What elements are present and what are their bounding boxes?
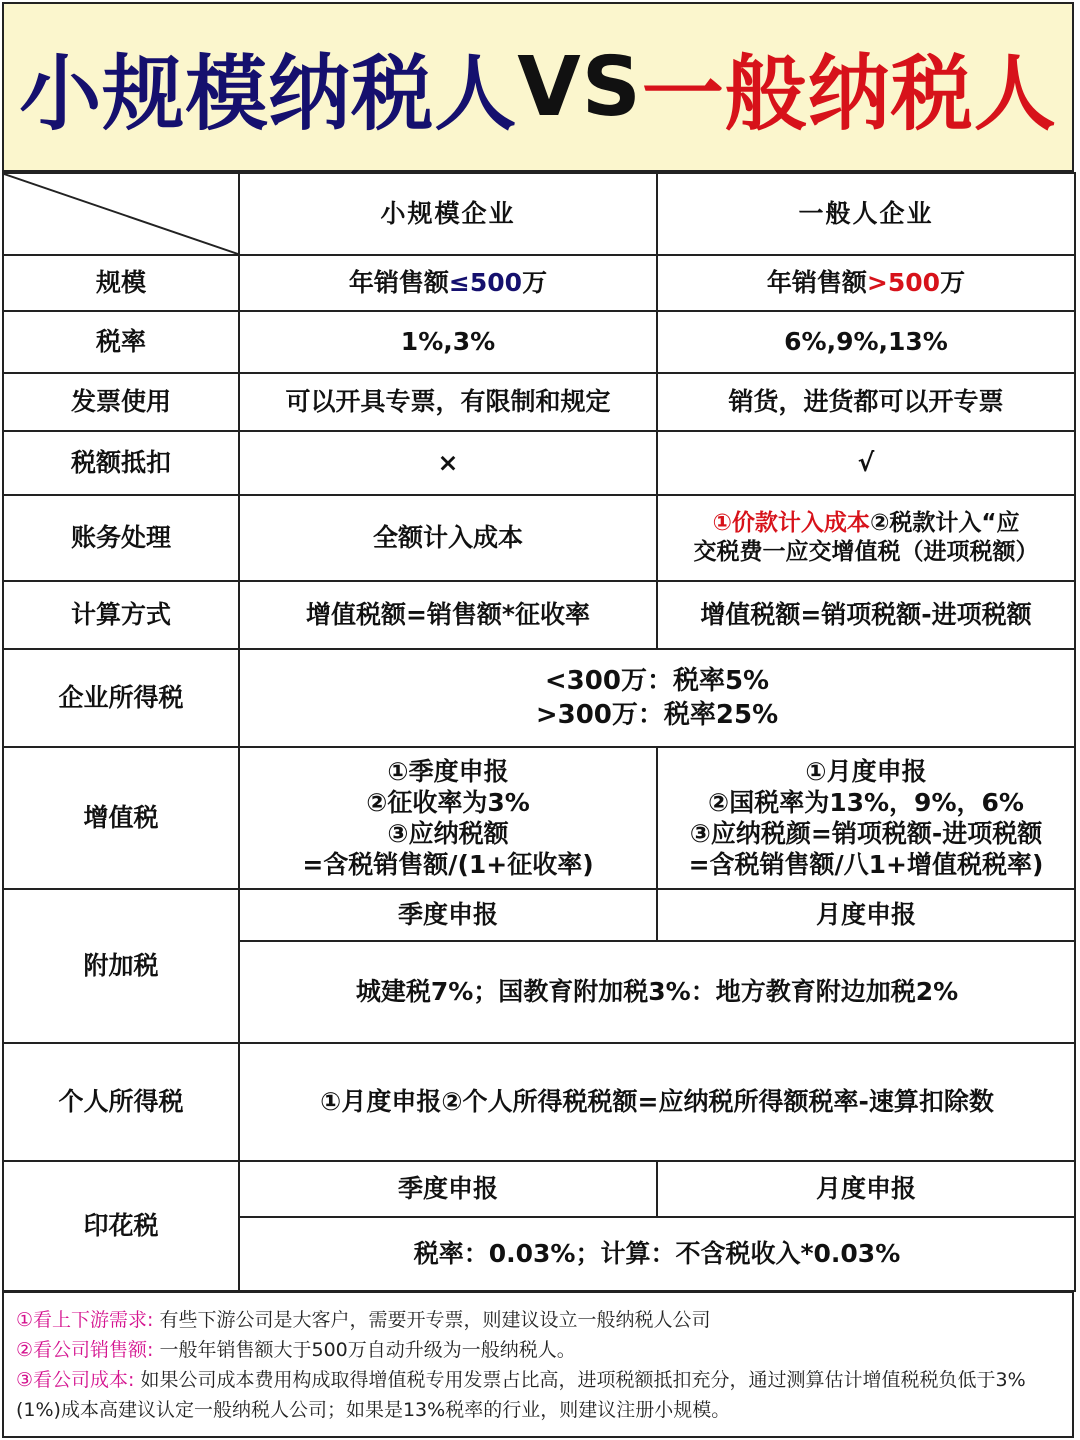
table-row-cit [3,649,1075,747]
title-small-taxpayer: 小规模纳税人 [19,46,518,142]
row-label-cit: 企业所得税 [3,649,239,747]
stamp-small-sub: 季度申报 [239,1161,657,1217]
row-label-stamp: 印花税 [3,1161,239,1291]
surtax-general-sub: 月度申报 [657,889,1075,941]
cit-line-1: <300万：税率5% [544,666,770,696]
page-title [2,2,1074,172]
scale-general-prefix: 年销售额 [766,268,867,298]
table-header-row [3,173,1075,255]
surtax-detail: 城建税7%；国教育附加税3%：地方教育附边加税2% [239,941,1075,1043]
row-label-rate: 税率 [3,311,239,373]
diagonal-line [4,174,238,254]
stamp-general-sub: 月度申报 [657,1161,1075,1217]
table-row-surtax-sub [3,889,1075,941]
accounting-general-black-2: 交税费一应交增值税（进项税额） [693,539,1039,565]
table-row-pit [3,1043,1075,1161]
scale-small-value: ≤500 [448,268,523,298]
accounting-general-red: ①价款计入成本 [712,510,870,537]
vat-small-line: ③应纳税额 [387,819,509,848]
scale-small-suffix: 万 [522,268,548,298]
vat-small-line: =含税销售额/(1+征收率) [302,850,594,879]
advice-notes [2,1291,1074,1438]
title-vs: VS [517,39,642,135]
title-general-taxpayer: 一般纳税人 [641,46,1057,142]
pit-detail: ①月度申报②个人所得税税额=应纳税所得额税率-速算扣除数 [239,1043,1075,1161]
row-label-surtax: 附加税 [3,889,239,1043]
vat-small-line: ①季度申报 [387,757,509,786]
row-label-accounting: 账务处理 [3,495,239,581]
note-text: 如果公司成本费用构成取得增值税专用发票占比高，进项税额抵扣充分，通过测算估计增值税税负低于3%(1%)成本高建议认定一般纳税人公司；如果是13%税率的行业，则建议注册小规模。 [16,1369,1026,1421]
accounting-small: 全额计入成本 [239,495,657,581]
row-label-pit: 个人所得税 [3,1043,239,1161]
table-row-deduction [3,431,1075,495]
note-text: 一般年销售额大于500万自动升级为一般纳税人。 [153,1339,576,1361]
note-item [16,1365,1058,1425]
note-title: ①看上下游需求: [16,1309,154,1331]
table-row-stamp-sub [3,1161,1075,1217]
calc-small: 增值税额=销售额*征收率 [239,581,657,649]
scale-small [239,255,657,311]
vat-small [239,747,657,889]
vat-general-line: ③应纳税颜=销项税额-进项税额 [689,819,1043,848]
scale-general [657,255,1075,311]
note-title: ③看公司成本: [16,1369,135,1391]
table-row-rate [3,311,1075,373]
corner-cell [3,173,239,255]
table-row-calc [3,581,1075,649]
cit-line-2: >300万：税率25% [535,700,779,730]
deduction-small-cross: × [239,431,657,495]
cit-detail [239,649,1075,747]
note-item [16,1305,1058,1335]
scale-small-prefix: 年销售额 [348,268,449,298]
note-title: ②看公司销售额: [16,1339,154,1361]
accounting-general-black-1: ②税款计入“应 [869,510,1020,537]
surtax-small-sub: 季度申报 [239,889,657,941]
vat-general-line: ①月度申报 [805,757,927,786]
vat-general-line: ②国税率为13%，9%，6% [708,788,1024,817]
comparison-table [2,172,1076,1292]
row-label-vat: 增值税 [3,747,239,889]
table-row-invoice [3,373,1075,431]
table-row-accounting [3,495,1075,581]
row-label-calc: 计算方式 [3,581,239,649]
note-item [16,1335,1058,1365]
vat-small-line: ②征收率为3% [366,788,530,817]
invoice-general: 销货，进货都可以开专票 [657,373,1075,431]
rate-general: 6%,9%,13% [657,311,1075,373]
table-row-scale [3,255,1075,311]
col-header-general: 一般人企业 [657,173,1075,255]
row-label-deduction: 税额抵扣 [3,431,239,495]
note-text: 有些下游公司是大客户，需要开专票，则建议设立一般纳税人公司 [153,1309,711,1331]
rate-small: 1%,3% [239,311,657,373]
scale-general-value: >500 [866,268,941,298]
vat-general-line: =含税销售额/八1+增值税税率) [688,850,1044,879]
vat-general [657,747,1075,889]
calc-general: 增值税额=销项税额-进项税额 [657,581,1075,649]
accounting-general [657,495,1075,581]
col-header-small: 小规模企业 [239,173,657,255]
scale-general-suffix: 万 [940,268,966,298]
stamp-detail: 税率：0.03%；计算：不含税收入*0.03% [239,1217,1075,1291]
invoice-small: 可以开具专票，有限制和规定 [239,373,657,431]
deduction-general-check: √ [657,431,1075,495]
row-label-invoice: 发票使用 [3,373,239,431]
table-row-vat [3,747,1075,889]
row-label-scale: 规模 [3,255,239,311]
